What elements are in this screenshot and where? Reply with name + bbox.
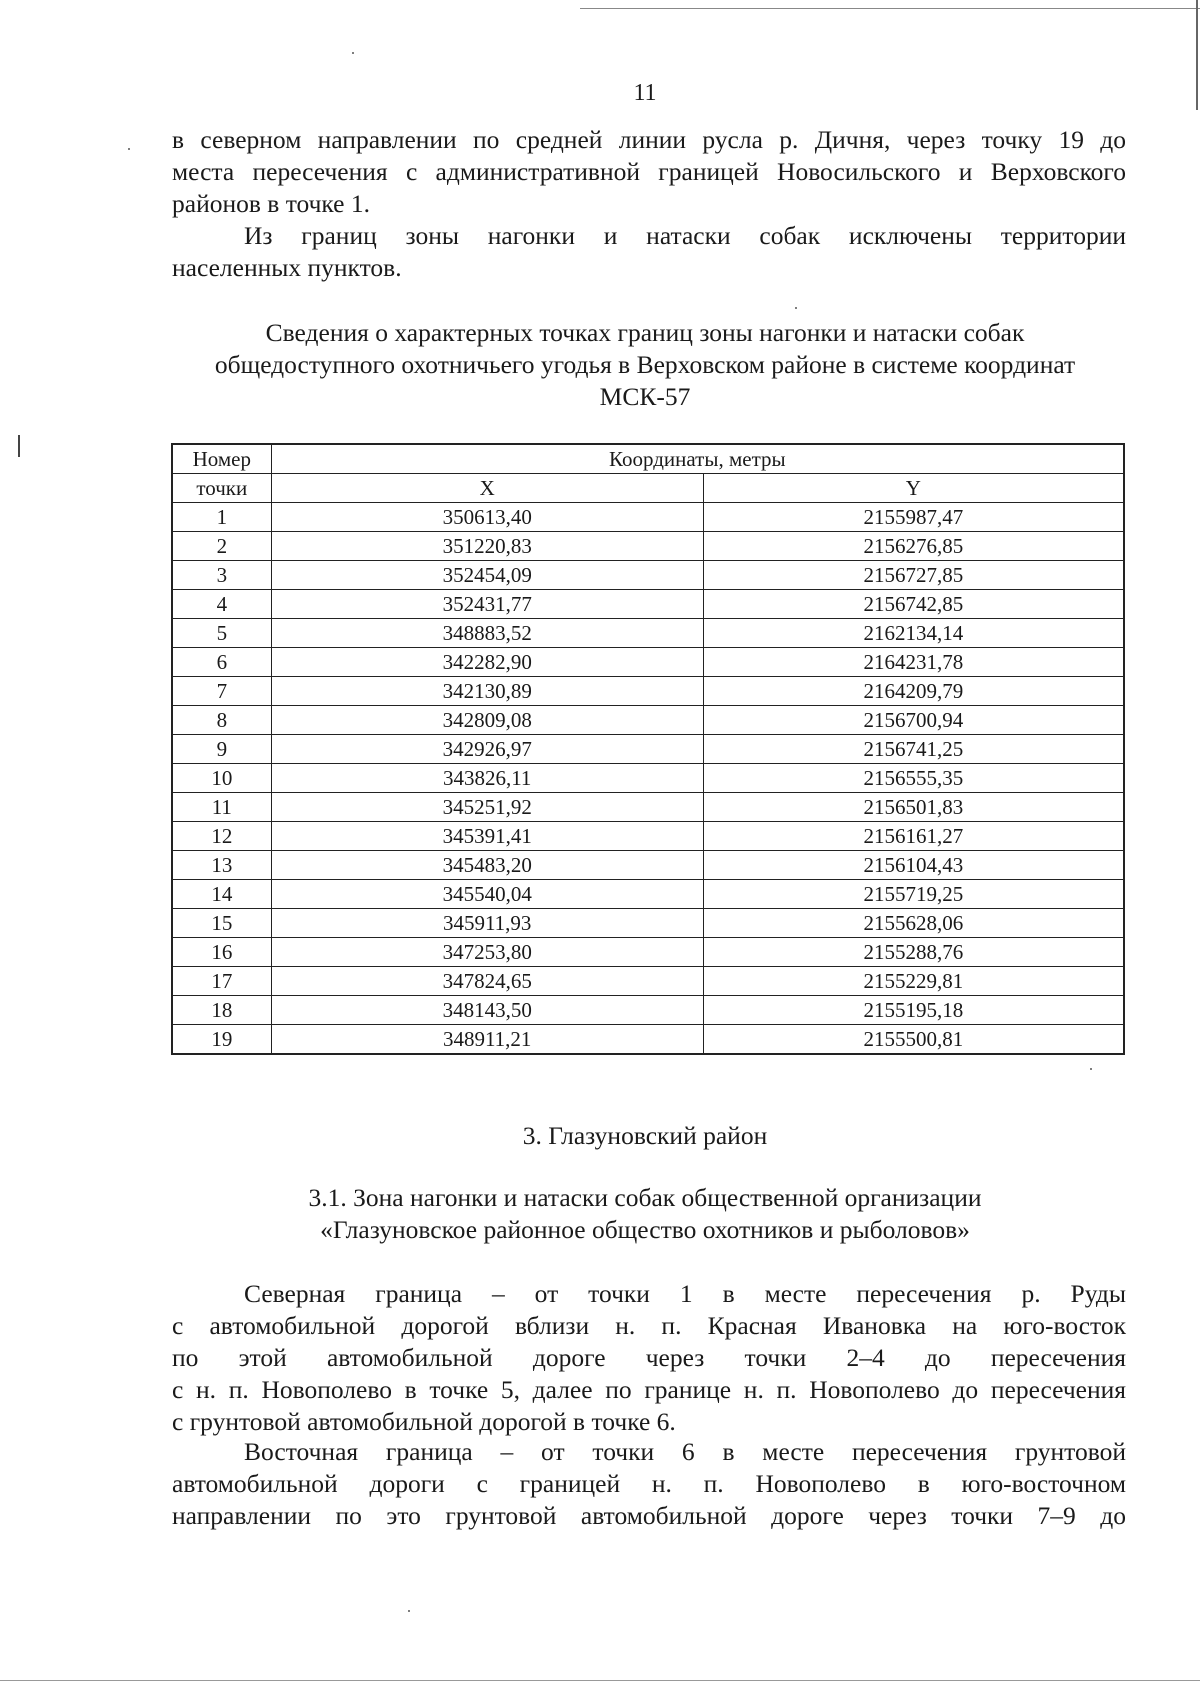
x-coordinate-cell: 342809,08	[271, 706, 703, 735]
table-row	[172, 735, 1124, 764]
x-coordinate-cell: 347824,65	[271, 967, 703, 996]
scan-speck	[408, 1610, 410, 1612]
table-row	[172, 532, 1124, 561]
text-line: направлении по это грунтовой автомобильной дороге через точки 7–9 до	[172, 1501, 1126, 1530]
paragraph-east-border	[172, 1436, 1126, 1532]
point-number-cell: 19	[172, 1025, 271, 1055]
header-y: Y	[703, 474, 1124, 503]
table-row	[172, 677, 1124, 706]
scan-speck	[128, 148, 130, 150]
x-coordinate-cell: 347253,80	[271, 938, 703, 967]
paragraph-north-border	[172, 1278, 1126, 1438]
text-line: автомобильной дороги с границей н. п. Новополево в юго-восточном	[172, 1469, 1126, 1498]
header-point-label: точки	[172, 474, 271, 503]
point-number-cell: 5	[172, 619, 271, 648]
point-number-cell: 2	[172, 532, 271, 561]
subsection-line: 3.1. Зона нагонки и натаски собак общественной организации	[308, 1183, 982, 1212]
text-line: места пересечения с административной границей Новосильского и Верховского	[172, 157, 1126, 186]
y-coordinate-cell: 2156501,83	[703, 793, 1124, 822]
table-row	[172, 1025, 1124, 1055]
table-row	[172, 590, 1124, 619]
table-row	[172, 793, 1124, 822]
table-row	[172, 851, 1124, 880]
point-number-cell: 8	[172, 706, 271, 735]
x-coordinate-cell: 352431,77	[271, 590, 703, 619]
text-line: по этой автомобильной дороге через точки 2–4 до пересечения	[172, 1343, 1126, 1372]
point-number-cell: 12	[172, 822, 271, 851]
paragraph-exclusion	[172, 220, 1126, 284]
table-row	[172, 619, 1124, 648]
table-row	[172, 967, 1124, 996]
y-coordinate-cell: 2162134,14	[703, 619, 1124, 648]
point-number-cell: 4	[172, 590, 271, 619]
y-coordinate-cell: 2156700,94	[703, 706, 1124, 735]
caption-line: Сведения о характерных точках границ зоны нагонки и натаски собак	[265, 318, 1025, 347]
y-coordinate-cell: 2164209,79	[703, 677, 1124, 706]
text-line: Из границ зоны нагонки и натаски собак исключены территории	[244, 221, 1126, 250]
scan-speck	[795, 307, 797, 309]
x-coordinate-cell: 343826,11	[271, 764, 703, 793]
point-number-cell: 9	[172, 735, 271, 764]
caption-line: МСК-57	[599, 382, 691, 411]
subsection-line: «Глазуновское районное общество охотников и рыболовов»	[320, 1215, 970, 1244]
x-coordinate-cell: 342130,89	[271, 677, 703, 706]
y-coordinate-cell: 2155987,47	[703, 503, 1124, 532]
y-coordinate-cell: 2155195,18	[703, 996, 1124, 1025]
point-number-cell: 7	[172, 677, 271, 706]
x-coordinate-cell: 345540,04	[271, 880, 703, 909]
text-line: районов в точке 1.	[172, 189, 370, 218]
x-coordinate-cell: 345911,93	[271, 909, 703, 938]
point-number-cell: 17	[172, 967, 271, 996]
table-row	[172, 764, 1124, 793]
text-line: Северная граница – от точки 1 в месте пересечения р. Руды	[244, 1279, 1126, 1308]
scan-speck	[352, 52, 354, 54]
table-row	[172, 880, 1124, 909]
table-row	[172, 561, 1124, 590]
table-row	[172, 996, 1124, 1025]
x-coordinate-cell: 352454,09	[271, 561, 703, 590]
page-number: 11	[633, 80, 657, 106]
text-line: Восточная граница – от точки 6 в месте пересечения грунтовой	[244, 1437, 1126, 1466]
header-coordinates: Координаты, метры	[271, 444, 1124, 474]
y-coordinate-cell: 2156741,25	[703, 735, 1124, 764]
point-number-cell: 15	[172, 909, 271, 938]
x-coordinate-cell: 345251,92	[271, 793, 703, 822]
x-coordinate-cell: 348911,21	[271, 1025, 703, 1055]
y-coordinate-cell: 2155719,25	[703, 880, 1124, 909]
y-coordinate-cell: 2156161,27	[703, 822, 1124, 851]
text-line: с н. п. Новополево в точке 5, далее по границе н. п. Новополево до пересечения	[172, 1375, 1126, 1404]
table-row	[172, 909, 1124, 938]
point-number-cell: 18	[172, 996, 271, 1025]
y-coordinate-cell: 2156276,85	[703, 532, 1124, 561]
section-heading: 3. Глазуновский район	[522, 1121, 768, 1150]
x-coordinate-cell: 351220,83	[271, 532, 703, 561]
y-coordinate-cell: 2155628,06	[703, 909, 1124, 938]
point-number-cell: 10	[172, 764, 271, 793]
point-number-cell: 1	[172, 503, 271, 532]
text-line: населенных пунктов.	[172, 253, 402, 282]
text-line: с автомобильной дорогой вблизи н. п. Красная Ивановка на юго-восток	[172, 1311, 1126, 1340]
point-number-cell: 13	[172, 851, 271, 880]
table-row	[172, 648, 1124, 677]
point-number-cell: 6	[172, 648, 271, 677]
x-coordinate-cell: 350613,40	[271, 503, 703, 532]
coordinates-table	[171, 443, 1125, 1055]
y-coordinate-cell: 2155288,76	[703, 938, 1124, 967]
scan-speck	[1090, 1068, 1092, 1070]
table-row	[172, 938, 1124, 967]
scan-mark-left	[18, 435, 20, 457]
y-coordinate-cell: 2164231,78	[703, 648, 1124, 677]
text-line: в северном направлении по средней линии русла р. Дичня, через точку 19 до	[172, 125, 1126, 154]
point-number-cell: 14	[172, 880, 271, 909]
x-coordinate-cell: 345483,20	[271, 851, 703, 880]
text-line: с грунтовой автомобильной дорогой в точке 6.	[172, 1407, 676, 1436]
scan-edge-top	[580, 8, 1200, 9]
table-row	[172, 503, 1124, 532]
point-number-cell: 11	[172, 793, 271, 822]
header-x: X	[271, 474, 703, 503]
table-row	[172, 706, 1124, 735]
paragraph-continuation	[172, 124, 1126, 220]
table-caption	[150, 317, 1140, 413]
x-coordinate-cell: 342926,97	[271, 735, 703, 764]
table-row	[172, 822, 1124, 851]
scan-edge-bottom	[0, 1680, 1200, 1681]
y-coordinate-cell: 2156104,43	[703, 851, 1124, 880]
y-coordinate-cell: 2156727,85	[703, 561, 1124, 590]
x-coordinate-cell: 348883,52	[271, 619, 703, 648]
point-number-cell: 16	[172, 938, 271, 967]
x-coordinate-cell: 345391,41	[271, 822, 703, 851]
header-point-number	[172, 444, 271, 474]
x-coordinate-cell: 342282,90	[271, 648, 703, 677]
header-number-label: Номер	[192, 446, 252, 471]
y-coordinate-cell: 2155500,81	[703, 1025, 1124, 1055]
caption-line: общедоступного охотничьего угодья в Верховском районе в системе координат	[214, 350, 1076, 379]
y-coordinate-cell: 2155229,81	[703, 967, 1124, 996]
subsection-heading	[150, 1182, 1140, 1246]
x-coordinate-cell: 348143,50	[271, 996, 703, 1025]
y-coordinate-cell: 2156742,85	[703, 590, 1124, 619]
point-number-cell: 3	[172, 561, 271, 590]
y-coordinate-cell: 2156555,35	[703, 764, 1124, 793]
